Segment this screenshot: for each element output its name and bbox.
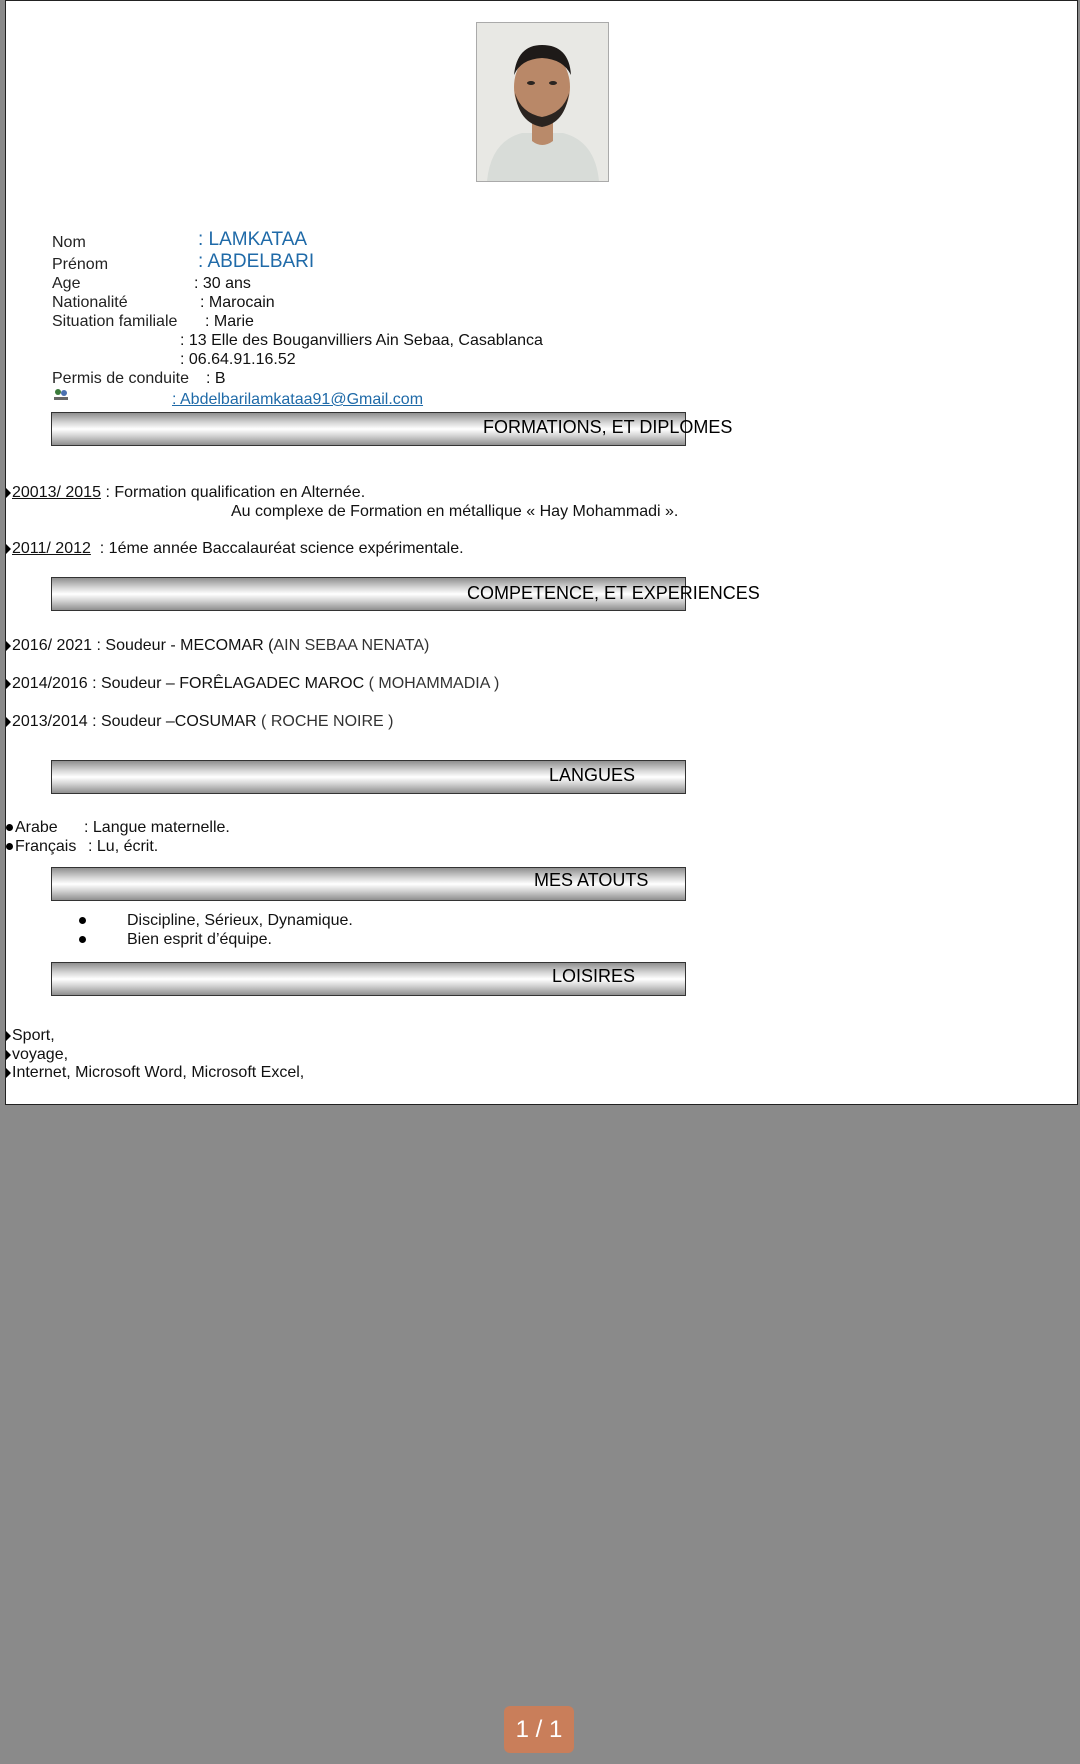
- bullet-icon: [6, 544, 11, 554]
- permis-label: Permis de conduite: [52, 370, 189, 387]
- formation-item-1: 20013/ 2015 : Formation qualification en Alternée.: [12, 484, 366, 501]
- langue-level-arabe: : Langue maternelle.: [84, 819, 230, 836]
- bullet-icon: [6, 679, 11, 689]
- age-value: : 30 ans: [194, 275, 251, 292]
- bullet-icon: [6, 824, 13, 831]
- langue-name-francais: Français: [15, 838, 77, 855]
- loisir-item-3: Internet, Microsoft Word, Microsoft Excel,: [12, 1064, 305, 1081]
- bullet-icon: [6, 717, 11, 727]
- langue-name-arabe: Arabe: [15, 819, 58, 836]
- address-value: : 13 Elle des Bouganvilliers Ain Sebaa, Casablanca: [180, 332, 543, 349]
- situation-value: : Marie: [205, 313, 254, 330]
- profile-photo: [476, 22, 609, 182]
- prenom-value: : ABDELBARI: [198, 251, 315, 272]
- section-title-loisires: LOISIRES: [552, 966, 636, 986]
- bullet-icon: [6, 843, 13, 850]
- section-title-formations: FORMATIONS, ET DIPLOMES: [483, 417, 733, 437]
- atout-item-2: Bien esprit d’équipe.: [127, 931, 272, 948]
- atout-item-1: Discipline, Sérieux, Dynamique.: [127, 912, 353, 929]
- loisir-item-1: Sport,: [12, 1027, 55, 1044]
- bullet-icon: [6, 1068, 11, 1078]
- experience-item-3: 2013/2014 : Soudeur –COSUMAR ( ROCHE NOIRE ): [12, 713, 394, 730]
- email-link[interactable]: : Abdelbarilamkataa91@Gmail.com: [172, 391, 424, 408]
- formation-item-1-detail: Au complexe de Formation en métallique « Hay Mohammadi ».: [231, 503, 679, 520]
- person-portrait-icon: [477, 23, 608, 181]
- bullet-icon: [6, 1031, 11, 1041]
- nationalite-label: Nationalité: [52, 294, 128, 311]
- prenom-label: Prénom: [52, 256, 109, 273]
- age-label: Age: [52, 275, 81, 292]
- nationalite-value: : Marocain: [200, 294, 275, 311]
- formation-item-2: 2011/ 2012 : 1éme année Baccalauréat science expérimentale.: [12, 540, 464, 557]
- nom-label: Nom: [52, 234, 86, 251]
- langue-level-francais: : Lu, écrit.: [88, 838, 159, 855]
- bullet-icon: [6, 488, 11, 498]
- permis-value: : B: [206, 370, 226, 387]
- cv-page: [5, 0, 1078, 1105]
- nom-value: : LAMKATAA: [198, 229, 308, 250]
- page-indicator: 1 / 1: [504, 1706, 574, 1753]
- bullet-icon: [79, 936, 86, 943]
- section-title-atouts: MES ATOUTS: [534, 870, 649, 890]
- section-title-langues: LANGUES: [549, 765, 636, 785]
- situation-label: Situation familiale: [52, 313, 178, 330]
- loisir-item-2: voyage,: [12, 1046, 69, 1063]
- phone-value: : 06.64.91.16.52: [180, 351, 296, 368]
- bullet-icon: [6, 641, 11, 651]
- section-title-competence: COMPETENCE, ET EXPERIENCES: [467, 583, 760, 603]
- bullet-icon: [6, 1050, 11, 1060]
- experience-item-1: 2016/ 2021 : Soudeur - MECOMAR (AIN SEBAA NENATA): [12, 637, 430, 654]
- experience-item-2: 2014/2016 : Soudeur – FORÊLAGADEC MAROC ( MOHAMMADIA ): [12, 675, 500, 692]
- bullet-icon: [79, 917, 86, 924]
- email-icon: [52, 387, 70, 403]
